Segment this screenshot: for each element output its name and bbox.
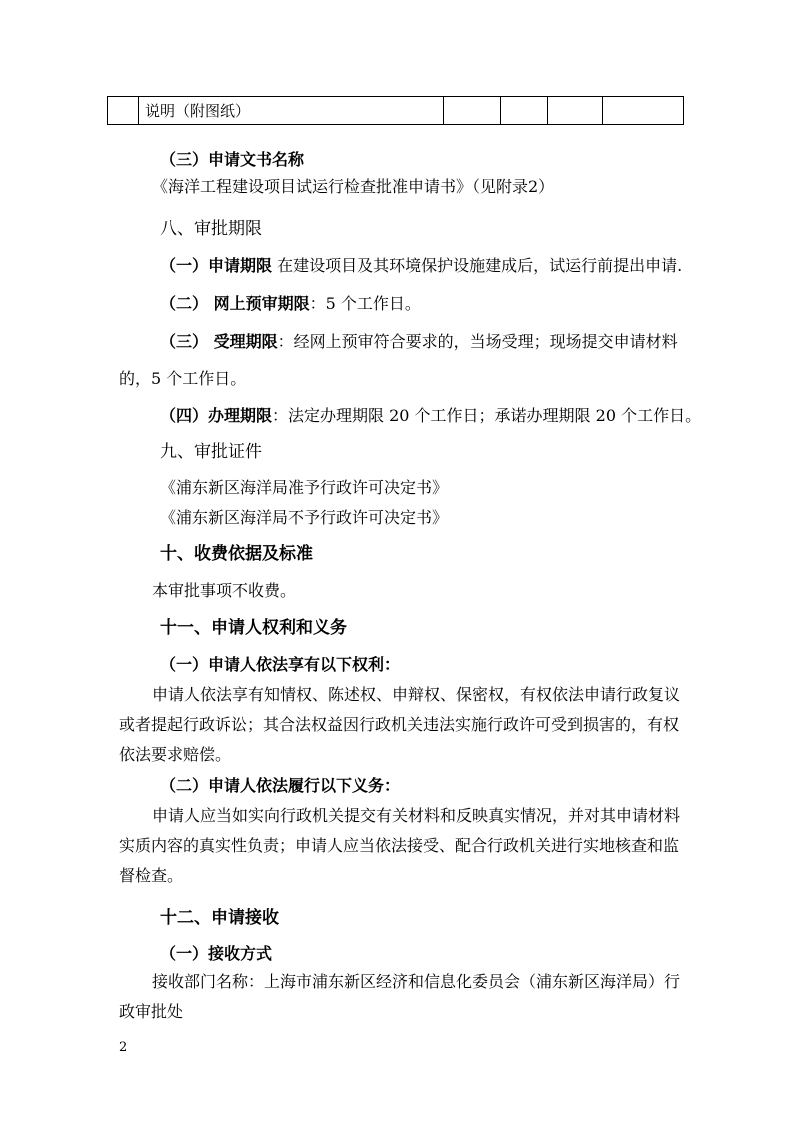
paragraph-line: 督检查。 xyxy=(119,866,184,885)
paragraph-line: 申请人应当如实向行政机关提交有关材料和反映真实情况，并对其申请材料 xyxy=(152,806,681,825)
paragraph xyxy=(160,406,701,426)
paragraph-label: （三） 受理期限 xyxy=(160,332,278,351)
paragraph-line: 政审批处 xyxy=(119,1002,184,1021)
paragraph: 本审批事项不收费。 xyxy=(152,581,297,600)
paragraph-line: 申请人依法享有知情权、陈述权、申辩权、保密权，有权依法申请行政复议 xyxy=(152,685,681,704)
paragraph-text: ：法定办理期限 20 个工作日；承诺办理期限 20 个工作日。 xyxy=(272,406,702,425)
paragraph-label: （四）办理期限 xyxy=(160,406,273,425)
table-cell xyxy=(603,97,684,125)
table-cell xyxy=(501,97,548,125)
section-heading: 十一、申请人权利和义务 xyxy=(160,618,347,638)
paragraph-text: ：5 个工作日。 xyxy=(309,294,421,313)
subsection-title: （一）接收方式 xyxy=(160,944,273,963)
paragraph xyxy=(160,294,421,314)
section-heading: 十二、申请接收 xyxy=(160,908,279,928)
table-row xyxy=(108,97,684,125)
section-heading: 十、收费依据及标准 xyxy=(160,544,313,564)
paragraph-line: 或者提起行政诉讼；其合法权益因行政机关违法实施行政许可受到损害的，有权 xyxy=(119,715,680,734)
subsection-title: （二）申请人依法履行以下义务： xyxy=(160,776,401,795)
paragraph-label: （一）申请期限 xyxy=(160,256,273,275)
table-cell xyxy=(444,97,501,125)
subsection-title: （三）申请文书名称 xyxy=(160,150,305,169)
paragraph-text: 在建设项目及其环境保护设施建成后，试运行前提出申请. xyxy=(272,256,683,275)
certificate-name: 《浦东新区海洋局不予行政许可决定书》 xyxy=(160,508,449,527)
paragraph-line: 实质内容的真实性负责；申请人应当依法接受、配合行政机关进行实地核查和监 xyxy=(119,836,680,855)
certificate-name: 《浦东新区海洋局准予行政许可决定书》 xyxy=(160,478,449,497)
paragraph-line: 接收部门名称：上海市浦东新区经济和信息化委员会（浦东新区海洋局）行 xyxy=(152,972,681,991)
paragraph-text: ：经网上预审符合要求的，当场受理；现场提交申请材料 xyxy=(277,332,678,351)
section-heading: 九、审批证件 xyxy=(160,442,262,462)
materials-table-fragment xyxy=(107,96,684,125)
paragraph xyxy=(160,256,682,276)
paragraph xyxy=(160,332,678,352)
paragraph-line: 依法要求赔偿。 xyxy=(119,745,232,764)
paragraph-label: （二） 网上预审期限 xyxy=(160,294,310,313)
subsection-title: （一）申请人依法享有以下权利： xyxy=(160,655,401,674)
table-cell-label: 说明（附图纸） xyxy=(139,97,444,125)
paragraph-continuation: 的，5 个工作日。 xyxy=(119,369,247,388)
table-cell xyxy=(108,97,139,125)
document-name: 《海洋工程建设项目试运行检查批准申请书》（见附录2） xyxy=(152,177,555,196)
table-cell xyxy=(548,97,603,125)
page-number: 2 xyxy=(119,1040,128,1055)
section-heading: 八、审批期限 xyxy=(160,219,262,239)
